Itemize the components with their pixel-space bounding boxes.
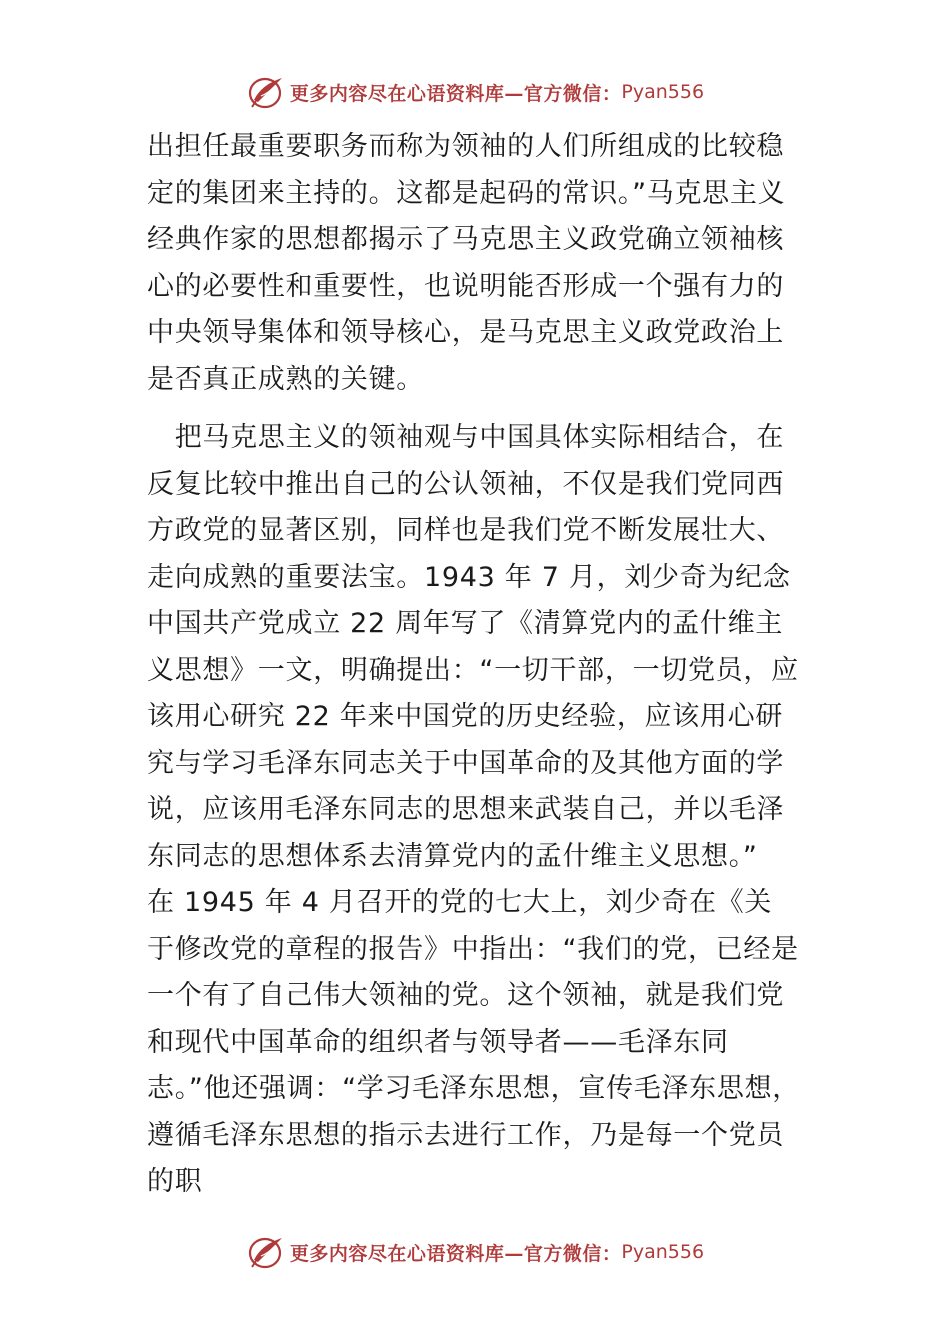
text-line: 出担任最重要职务而称为领袖的人们所组成的比较稳 (147, 131, 785, 162)
header-banner (0, 72, 950, 112)
text-line: 走向成熟的重要法宝。1943 年 7 月，刘少奇为纪念 (147, 561, 791, 593)
text-line: 反复比较中推出自己的公认领袖，不仅是我们党同西 (147, 468, 785, 500)
text-line: 在 1945 年 4 月召开的党的七大上，刘少奇在《关 (147, 887, 773, 918)
text-line: 遵循毛泽东思想的指示去进行工作，乃是每一个党员 (147, 1119, 785, 1151)
text-line: 志。”他还强调：“学习毛泽东思想，宣传毛泽东思想， (147, 1073, 800, 1104)
document-body (147, 124, 809, 1206)
text-line: 中国共产党成立 22 周年写了《清算党内的孟什维主 (147, 608, 784, 639)
text-line: 说，应该用毛泽东同志的思想来武装自己，并以毛泽 (147, 794, 785, 825)
text-line: 和现代中国革命的组织者与领导者——毛泽东同 (147, 1026, 729, 1058)
text-line: 定的集团来主持的。这都是起码的常识。”马克思主义 (147, 177, 786, 209)
text-line: 该用心研究 22 年来中国党的历史经验，应该用心研 (147, 701, 784, 732)
text-line: 的职 (147, 1166, 203, 1197)
paragraph-2 (147, 415, 809, 1206)
text-line: 究与学习毛泽东同志关于中国革命的及其他方面的学 (147, 747, 785, 779)
quill-logo-icon (246, 1234, 286, 1270)
text-line: 经典作家的思想都揭示了马克思主义政党确立领袖核 (147, 224, 785, 255)
header-contact: Pyan556 (621, 81, 705, 103)
footer-contact: Pyan556 (621, 1241, 705, 1263)
text-line: 一个有了自己伟大领袖的党。这个领袖，就是我们党 (147, 980, 785, 1011)
text-line: 东同志的思想体系去清算党内的孟什维主义思想。” (147, 840, 758, 872)
header-site-text: 更多内容尽在心语资料库—官方微信： (289, 82, 622, 105)
quill-logo-icon (246, 74, 286, 110)
text-line: 心的必要性和重要性，也说明能否形成一个强有力的 (147, 270, 785, 302)
footer-banner (0, 1232, 950, 1272)
text-line: 于修改党的章程的报告》中指出：“我们的党，已经是 (147, 933, 799, 965)
footer-site-text: 更多内容尽在心语资料库—官方微信： (289, 1242, 622, 1265)
text-line: 义思想》一文，明确提出：“一切干部，一切党员，应 (147, 654, 799, 686)
text-line: 方政党的显著区别，同样也是我们党不断发展壮大、 (147, 515, 785, 546)
text-line: 中央领导集体和领导核心，是马克思主义政党政治上 (147, 317, 785, 348)
text-line: 把马克思主义的领袖观与中国具体实际相结合，在 (147, 422, 785, 453)
paragraph-1 (147, 124, 809, 403)
text-line: 是否真正成熟的关键。 (147, 363, 424, 395)
